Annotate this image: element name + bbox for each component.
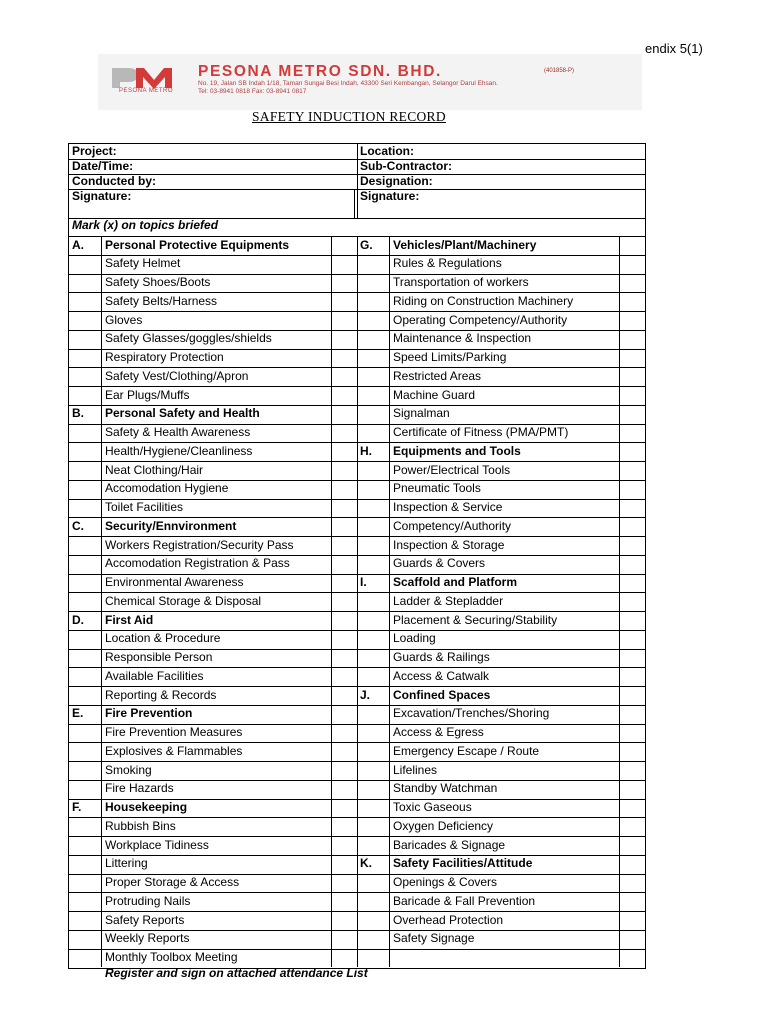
mark-box[interactable]	[332, 725, 356, 742]
mark-box[interactable]	[332, 706, 356, 723]
mark-box[interactable]	[332, 800, 356, 817]
field-label-left-2[interactable]: Conducted by:	[72, 174, 156, 188]
topic-item: Accomodation Hygiene	[105, 481, 229, 496]
topic-item: Safety Belts/Harness	[105, 293, 218, 308]
topic-item: Ear Plugs/Muffs	[105, 387, 190, 402]
mark-box[interactable]	[332, 837, 356, 854]
mark-box[interactable]	[620, 837, 644, 854]
topic-item: Power/Electrical Tools	[393, 462, 511, 477]
mark-box[interactable]	[332, 912, 356, 929]
topic-item: Ladder & Stepladder	[393, 593, 504, 608]
mark-box[interactable]	[332, 443, 356, 460]
topic-item: Access & Catwalk	[393, 668, 490, 683]
topic-item: Guards & Covers	[393, 556, 486, 571]
mark-box[interactable]	[332, 256, 356, 273]
mark-box[interactable]	[620, 331, 644, 348]
topic-item: Fire Prevention Measures	[105, 725, 243, 739]
topic-item: Safety Reports	[105, 912, 185, 927]
mark-box[interactable]	[620, 687, 644, 704]
company-registration: (401858-P)	[544, 68, 575, 74]
topic-item: Competency/Authority	[393, 518, 512, 533]
topic-item: Gloves	[105, 312, 143, 327]
mark-box[interactable]	[332, 781, 356, 798]
topic-item: Inspection & Service	[393, 500, 503, 514]
company-name: PESONA METRO SDN. BHD.	[198, 63, 442, 80]
topic-item: Safety & Health Awareness	[105, 425, 251, 439]
field-label-right-1[interactable]: Sub-Contractor:	[360, 159, 452, 173]
section-letter: D.	[72, 612, 84, 627]
mark-box[interactable]	[620, 575, 644, 592]
topic-item: Guards & Railings	[393, 650, 490, 664]
topic-item: Baricades & Signage	[393, 837, 506, 852]
topic-item: Lifelines	[393, 762, 438, 777]
section-letter: B.	[72, 406, 84, 421]
topic-item: Restricted Areas	[393, 368, 482, 383]
mark-box[interactable]	[332, 350, 356, 367]
topic-item: Signalman	[393, 406, 450, 421]
mark-box[interactable]	[620, 256, 644, 273]
field-label-left-1[interactable]: Date/Time:	[72, 159, 134, 173]
mark-box[interactable]	[332, 650, 356, 667]
mark-box[interactable]	[332, 818, 356, 835]
topic-item: Operating Competency/Authority	[393, 312, 568, 327]
mark-box[interactable]	[332, 893, 356, 910]
mark-box[interactable]	[620, 500, 644, 517]
grid-line	[357, 144, 358, 218]
mark-box[interactable]	[620, 950, 644, 967]
topic-item: Accomodation Registration & Pass	[105, 556, 290, 571]
page-title: SAFETY INDUCTION RECORD	[252, 109, 446, 124]
mark-box[interactable]	[332, 687, 356, 704]
section-header: Personal Safety and Health	[105, 406, 260, 421]
mark-box[interactable]	[620, 275, 644, 292]
topic-item: Overhead Protection	[393, 912, 504, 927]
mark-box[interactable]	[620, 725, 644, 742]
logo-subtext: PESONA METRO	[118, 88, 173, 94]
mark-box[interactable]	[620, 706, 644, 723]
mark-box[interactable]	[332, 631, 356, 648]
mark-box[interactable]	[332, 537, 356, 554]
section-header: Confined Spaces	[393, 687, 491, 702]
mark-box[interactable]	[332, 743, 356, 760]
mark-box[interactable]	[620, 875, 644, 892]
mark-box[interactable]	[332, 518, 356, 535]
address-line-2: Tel: 03-8941 0818 Fax: 03-8941 0817	[198, 88, 307, 95]
topic-item: Safety Helmet	[105, 256, 181, 271]
section-letter: H.	[360, 443, 372, 458]
mark-box[interactable]	[332, 237, 356, 254]
topic-item: Toxic Gaseous	[393, 800, 472, 814]
mark-box[interactable]	[332, 387, 356, 404]
mark-box[interactable]	[332, 293, 356, 310]
section-header: Scaffold and Platform	[393, 575, 518, 589]
topic-item: Fire Hazards	[105, 781, 174, 796]
mark-box[interactable]	[620, 425, 644, 442]
topic-item: Oxygen Deficiency	[393, 818, 494, 833]
mark-box[interactable]	[332, 500, 356, 517]
section-header: Vehicles/Plant/Machinery	[393, 237, 537, 252]
address-line-1: No. 19, Jalan SB Indah 1/18, Taman Sungai Besi Indah, 43300 Seri Kembangan, Selangor Darul Ehsan.	[198, 80, 498, 87]
mark-box[interactable]	[332, 556, 356, 573]
mark-box[interactable]	[332, 950, 356, 967]
mark-box[interactable]	[332, 612, 356, 629]
section-header: Security/Ennvironment	[105, 518, 237, 533]
section-letter: F.	[72, 800, 82, 814]
grid-line	[69, 611, 645, 612]
mark-box[interactable]	[332, 368, 356, 385]
mark-box[interactable]	[620, 593, 644, 610]
grid-line	[101, 236, 102, 967]
mark-box[interactable]	[620, 350, 644, 367]
grid-line	[354, 189, 355, 218]
topic-item: Inspection & Storage	[393, 537, 505, 552]
appendix-label: endix 5(1)	[645, 41, 703, 56]
field-label-left-0[interactable]: Project:	[72, 144, 117, 158]
topic-item: Certificate of Fitness (PMA/PMT)	[393, 425, 569, 439]
topic-item: Pneumatic Tools	[393, 481, 481, 496]
mark-box[interactable]	[620, 312, 644, 329]
topic-item: Proper Storage & Access	[105, 875, 240, 889]
mark-box[interactable]	[332, 856, 356, 873]
mark-box[interactable]	[620, 387, 644, 404]
section-header: Housekeeping	[105, 800, 188, 814]
mark-box[interactable]	[332, 593, 356, 610]
section-header: First Aid	[105, 612, 154, 627]
topic-item: Maintenance & Inspection	[393, 331, 532, 346]
topic-item: Workers Registration/Security Pass	[105, 537, 294, 552]
section-header: Equipments and Tools	[393, 443, 521, 458]
topic-item: Monthly Toolbox Meeting	[105, 950, 238, 964]
topic-item: Available Facilities	[105, 668, 204, 683]
topic-item: Placement & Securing/Stability	[393, 612, 558, 627]
mark-box[interactable]	[620, 912, 644, 929]
grid-line	[69, 761, 645, 762]
topic-item: Machine Guard	[393, 387, 476, 402]
topic-item: Reporting & Records	[105, 687, 217, 702]
induction-form	[68, 143, 646, 969]
topic-item: Chemical Storage & Disposal	[105, 593, 262, 608]
mark-box[interactable]	[620, 537, 644, 554]
topic-item: Toilet Facilities	[105, 500, 184, 514]
section-header: Safety Facilities/Attitude	[393, 856, 533, 871]
topic-item: Access & Egress	[393, 725, 484, 739]
mark-box[interactable]	[332, 312, 356, 329]
section-letter: E.	[72, 706, 84, 721]
topic-item: Safety Signage	[393, 931, 475, 946]
topic-item: Standby Watchman	[393, 781, 498, 796]
mark-box[interactable]	[620, 481, 644, 498]
mark-box[interactable]	[620, 650, 644, 667]
section-letter: A.	[72, 237, 84, 252]
field-label-right-3[interactable]: Signature:	[360, 189, 420, 203]
mark-box[interactable]	[332, 275, 356, 292]
topic-item: Openings & Covers	[393, 875, 498, 889]
instruction-label: Mark (x) on topics briefed	[72, 218, 219, 232]
mark-box[interactable]	[620, 556, 644, 573]
grid-line	[389, 236, 390, 967]
topic-item: Rules & Regulations	[393, 256, 502, 271]
topic-item: Excavation/Trenches/Shoring	[393, 706, 550, 721]
mark-box[interactable]	[620, 856, 644, 873]
mark-box[interactable]	[332, 425, 356, 442]
field-label-right-2[interactable]: Designation:	[360, 174, 433, 188]
mark-box[interactable]	[620, 612, 644, 629]
topic-item: Neat Clothing/Hair	[105, 462, 204, 477]
mark-box[interactable]	[620, 781, 644, 798]
topic-item: Environmental Awareness	[105, 575, 244, 589]
footer-note: Register and sign on attached attendance List	[105, 966, 368, 980]
section-letter: G.	[360, 237, 373, 252]
topic-item: Transportation of workers	[393, 275, 529, 289]
mark-box[interactable]	[620, 443, 644, 460]
mark-box[interactable]	[332, 331, 356, 348]
topic-item: Weekly Reports	[105, 931, 190, 946]
topic-item: Health/Hygiene/Cleanliness	[105, 443, 253, 458]
topic-item: Safety Shoes/Boots	[105, 275, 211, 289]
letterhead	[98, 54, 642, 110]
mark-box[interactable]	[620, 462, 644, 479]
topic-item: Smoking	[105, 762, 152, 777]
topic-item: Explosives & Flammables	[105, 743, 243, 758]
topic-item: Emergency Escape / Route	[393, 743, 540, 758]
topic-item: Location & Procedure	[105, 631, 221, 646]
company-logo	[108, 64, 178, 90]
section-letter: J.	[360, 687, 371, 702]
mark-box[interactable]	[620, 931, 644, 948]
mark-box[interactable]	[620, 406, 644, 423]
mark-box[interactable]	[620, 762, 644, 779]
topic-item: Speed Limits/Parking	[393, 350, 507, 364]
topic-item: Loading	[393, 631, 436, 646]
field-label-right-0[interactable]: Location:	[360, 144, 414, 158]
grid-line	[357, 236, 358, 967]
mark-box[interactable]	[620, 818, 644, 835]
mark-box[interactable]	[332, 931, 356, 948]
mark-box[interactable]	[332, 668, 356, 685]
section-letter: I.	[360, 575, 367, 589]
mark-box[interactable]	[620, 668, 644, 685]
mark-box[interactable]	[332, 575, 356, 592]
topic-item: Baricade & Fall Prevention	[393, 893, 536, 908]
topic-item: Respiratory Protection	[105, 350, 224, 364]
mark-box[interactable]	[620, 631, 644, 648]
section-header: Fire Prevention	[105, 706, 193, 721]
field-label-left-3[interactable]: Signature:	[72, 189, 132, 203]
mark-box[interactable]	[620, 293, 644, 310]
topic-item: Rubbish Bins	[105, 818, 176, 833]
mark-box[interactable]	[620, 743, 644, 760]
mark-box[interactable]	[332, 462, 356, 479]
mark-box[interactable]	[332, 406, 356, 423]
mark-box[interactable]	[620, 893, 644, 910]
mark-box[interactable]	[620, 368, 644, 385]
section-header: Personal Protective Equipments	[105, 237, 290, 252]
topic-item: Safety Glasses/goggles/shields	[105, 331, 272, 346]
topic-item: Protruding Nails	[105, 893, 191, 908]
topic-item: Safety Vest/Clothing/Apron	[105, 368, 249, 383]
mark-box[interactable]	[332, 875, 356, 892]
topic-item: Littering	[105, 856, 148, 871]
topic-item: Riding on Construction Machinery	[393, 293, 574, 308]
mark-box[interactable]	[620, 518, 644, 535]
mark-box[interactable]	[332, 762, 356, 779]
company-address	[198, 80, 498, 96]
mark-box[interactable]	[620, 237, 644, 254]
topic-item: Responsible Person	[105, 650, 213, 664]
grid-line	[69, 855, 645, 856]
section-letter: C.	[72, 518, 84, 533]
section-letter: K.	[360, 856, 372, 871]
topic-item: Workplace Tidiness	[105, 837, 209, 852]
mark-box[interactable]	[620, 800, 644, 817]
mark-box[interactable]	[332, 481, 356, 498]
